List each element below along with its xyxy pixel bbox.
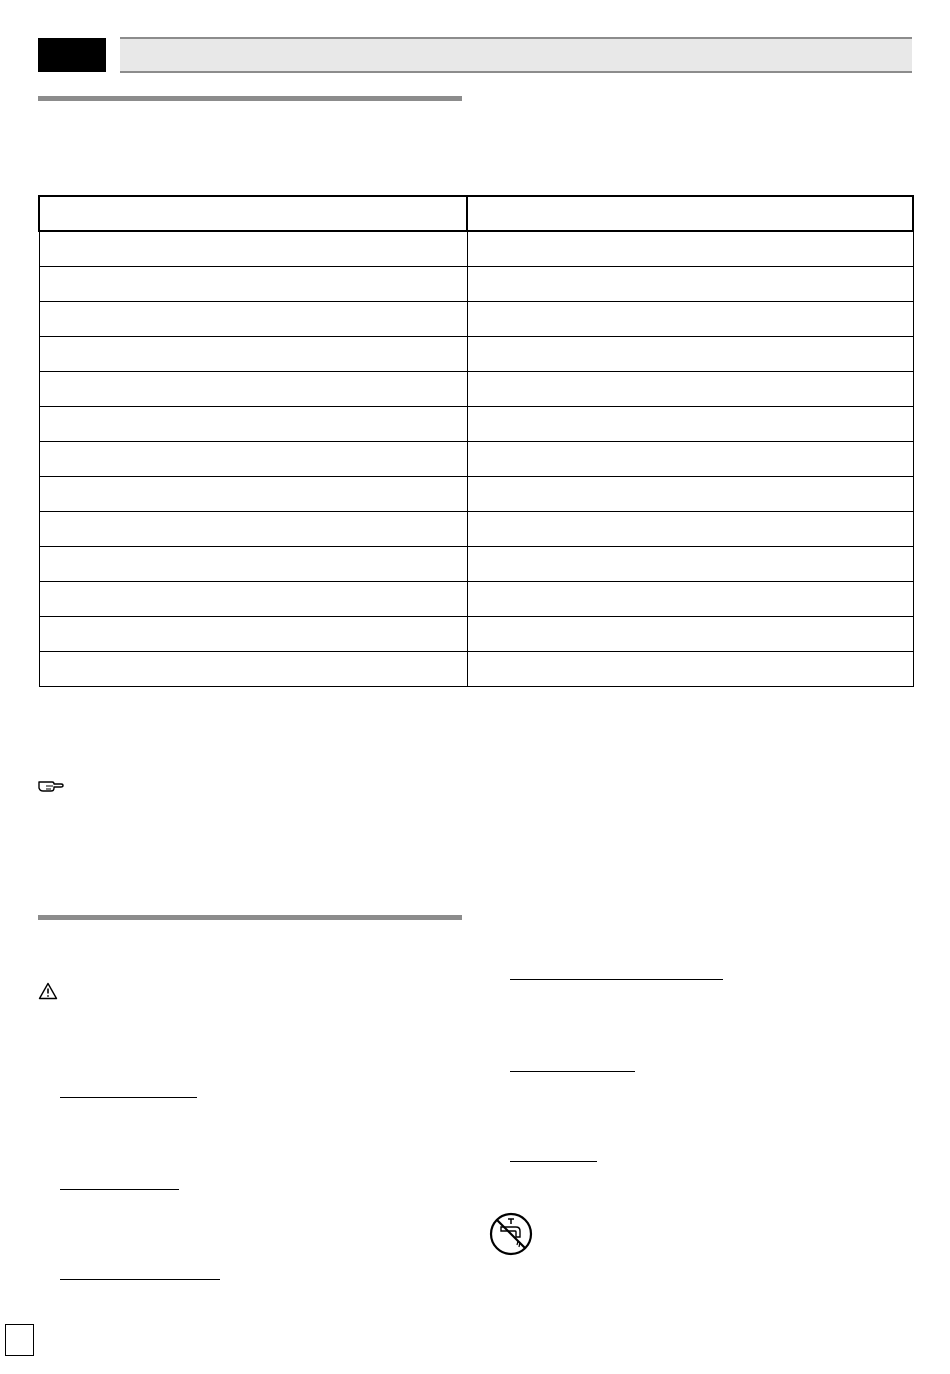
table-row — [39, 547, 913, 582]
table-cell — [39, 302, 467, 337]
table-row — [39, 582, 913, 617]
table-cell — [467, 372, 913, 407]
table-cell — [39, 442, 467, 477]
table-row — [39, 267, 913, 302]
table-row — [39, 302, 913, 337]
table-cell — [39, 267, 467, 302]
table-cell — [467, 617, 913, 652]
section-number-block — [38, 38, 106, 72]
table-cell — [467, 477, 913, 512]
table-row — [39, 407, 913, 442]
table-cell — [39, 231, 467, 267]
table-cell — [467, 652, 913, 687]
table-cell — [467, 547, 913, 582]
section-title-bar — [120, 37, 912, 73]
table-cell — [39, 477, 467, 512]
page-number-box — [5, 1324, 34, 1356]
table-cell — [467, 337, 913, 372]
table-header-cell — [467, 196, 913, 231]
table-row — [39, 617, 913, 652]
table-row — [39, 512, 913, 547]
table-cell — [39, 652, 467, 687]
table-row — [39, 477, 913, 512]
table-cell — [39, 407, 467, 442]
table-row — [39, 442, 913, 477]
spec-table — [38, 195, 914, 687]
table-cell — [467, 231, 913, 267]
table-cell — [39, 617, 467, 652]
table-cell — [39, 372, 467, 407]
table-row — [39, 337, 913, 372]
subheading-underline — [510, 1071, 635, 1072]
table-cell — [467, 442, 913, 477]
subheading-underline — [510, 1161, 597, 1162]
no-water-tap-icon — [488, 1211, 534, 1257]
subheading-underline — [60, 1279, 220, 1280]
table-cell — [467, 582, 913, 617]
table-cell — [39, 512, 467, 547]
table-cell — [467, 302, 913, 337]
table-cell — [39, 582, 467, 617]
subheading-underline — [60, 1097, 197, 1098]
subheading-underline — [60, 1189, 179, 1190]
table-header-cell — [39, 196, 467, 231]
table-row — [39, 231, 913, 267]
table-cell — [467, 267, 913, 302]
pointing-hand-icon — [38, 777, 64, 793]
table-row — [39, 372, 913, 407]
table-cell — [467, 512, 913, 547]
table-cell — [467, 407, 913, 442]
subheading-underline — [510, 979, 723, 980]
table-cell — [39, 337, 467, 372]
warning-triangle-icon — [38, 982, 58, 1000]
section-rule-bottom — [38, 915, 462, 920]
section-rule-top — [38, 96, 462, 101]
table-row — [39, 652, 913, 687]
table-header-row — [39, 196, 913, 231]
table-cell — [39, 547, 467, 582]
